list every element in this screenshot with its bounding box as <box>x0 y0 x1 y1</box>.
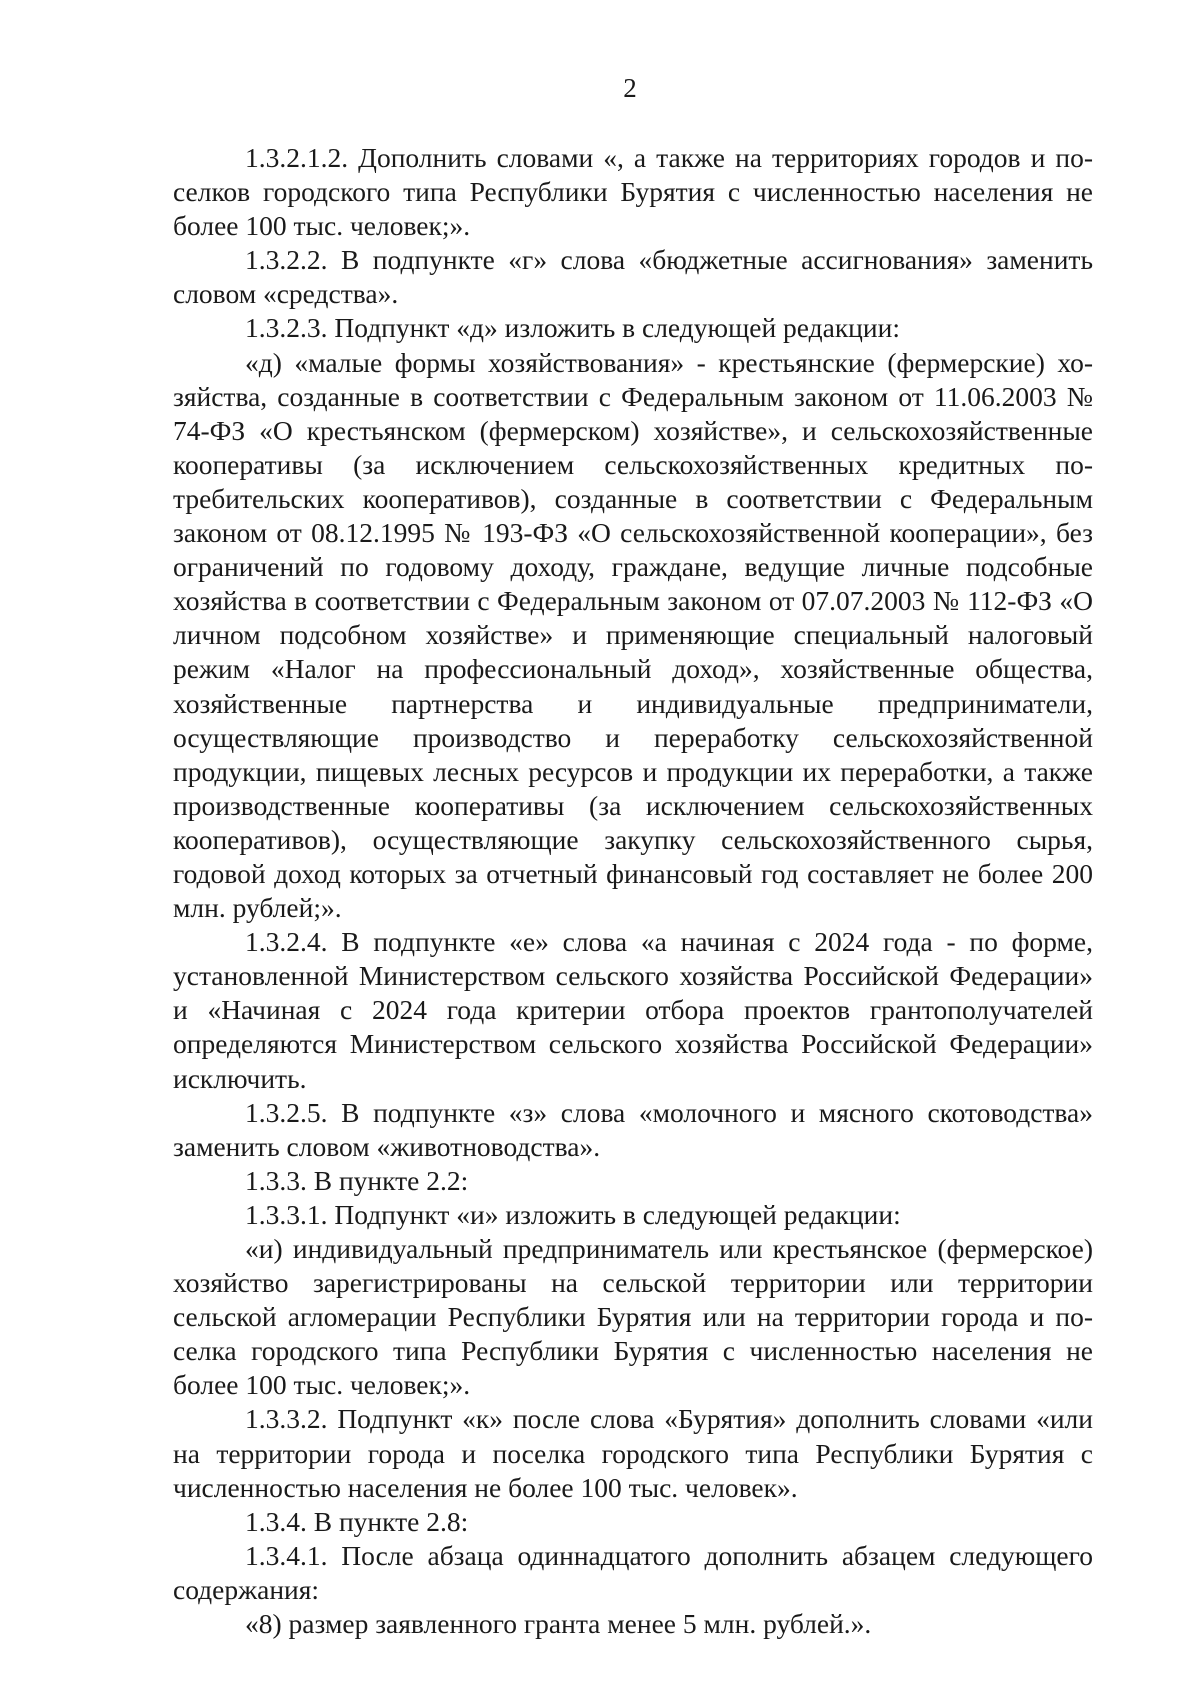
paragraph-subclause-d: «д) «малые формы хозяйствования» - крестьянские (фермерские) хозяйства, созданные в соответствии с Федеральным законом от 11.06.2003 № 74-ФЗ «О крестьянском (фермерском) хозяйстве», и сельскохозяйственные кооперативы (за исключением сельскохозяйственных кредитных потребительских кооперативов), созданные в соответствии с Федеральным законом от 08.12.1995 № 193-ФЗ «О сельскохозяйственной кооперации», без ограничений по годовому доходу, граждане, ведущие личные подсобные хозяйства в соответствии с Федеральным законом от 07.07.2003 № 112-ФЗ «О личном подсобном хозяйстве» и применяющие специальный налоговый режим «Налог на профессиональный доход», хозяйственные общества, хозяйственные партнерства и индивидуальные предприниматели, осуществляющие производство и переработку сельскохозяйственной продукции, пищевых лесных ресурсов и продукции их переработки, а также производственные кооперативы (за исключением сельскохозяйственных кооперативов), осуществляющие закупку сельскохозяйственного сырья, годовой доход которых за отчетный финансовый год составляет не более 200 млн. рублей;». <box>173 346 1093 924</box>
paragraph-1-3-2-5: 1.3.2.5. В подпункте «з» слова «молочного и мясного скотоводства» заменить словом «животноводства». <box>173 1096 1093 1162</box>
paragraph-1-3-2-3: 1.3.2.3. Подпункт «д» изложить в следующей редакции: <box>245 312 900 344</box>
paragraph-1-3-4-1: 1.3.4.1. После абзаца одиннадцатого дополнить абзацем следующего содержания: <box>173 1539 1093 1605</box>
page-number: 2 <box>623 73 637 103</box>
paragraph-item-8: «8) размер заявленного гранта менее 5 млн. рублей.». <box>245 1608 872 1640</box>
paragraph-1-3-3: 1.3.3. В пункте 2.2: <box>245 1164 469 1196</box>
paragraph-subclause-i: «и) индивидуальный предприниматель или крестьянское (фермерское) хозяйство зарегистрированы на сельской территории или территории сельской агломерации Республики Бурятия или на территории города и поселка городского типа Республики Бурятия с численностью населения не более 100 тыс. человек;». <box>173 1233 1093 1401</box>
paragraph-1-3-2-2: 1.3.2.2. В подпункте «г» слова «бюджетные ассигнования» заменить словом «средства». <box>173 244 1093 310</box>
paragraph-1-3-4: 1.3.4. В пункте 2.8: <box>245 1505 469 1537</box>
paragraph-1-3-2-1-2: 1.3.2.1.2. Дополнить словами «, а также на территориях городов и поселков городского типа Республики Бурятия с численностью населения не более 100 тыс. человек;». <box>173 142 1093 242</box>
paragraph-1-3-3-2: 1.3.3.2. Подпункт «к» после слова «Бурятия» дополнить словами «или на территории города и поселка городского типа Республики Бурятия с численностью населения не более 100 тыс. человек». <box>173 1403 1093 1503</box>
document-body <box>173 141 1093 1641</box>
paragraph-1-3-3-1: 1.3.3.1. Подпункт «и» изложить в следующей редакции: <box>245 1198 901 1230</box>
paragraph-1-3-2-4: 1.3.2.4. В подпункте «е» слова «а начиная с 2024 года - по форме, установленной Министерством сельского хозяйства Российской Федерации» и «Начиная с 2024 года критерии отбора проектов грантополучателей определяются Министерством сельского хозяйства Российской Федерации» исключить. <box>173 926 1093 1094</box>
